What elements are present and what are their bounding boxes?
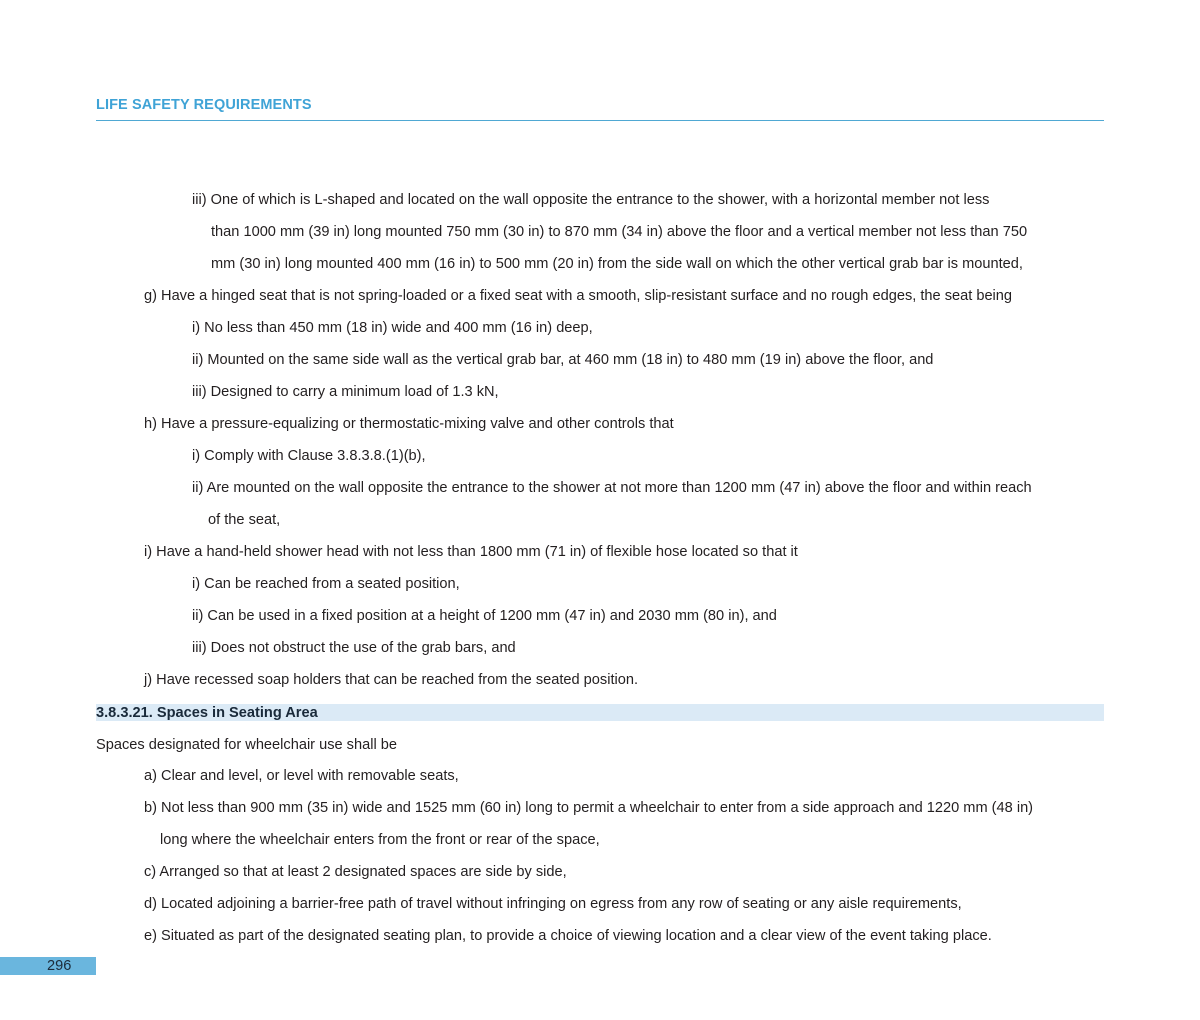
list-item: iii) Does not obstruct the use of the grab bars, and — [192, 640, 516, 656]
list-item-continuation: of the seat, — [208, 512, 281, 528]
section-heading: 3.8.3.21. Spaces in Seating Area — [96, 705, 318, 721]
list-item-continuation: than 1000 mm (39 in) long mounted 750 mm (30 in) to 870 mm (34 in) above the floor and a vertical member not less than 750 — [211, 224, 1028, 240]
list-item: c) Arranged so that at least 2 designated spaces are side by side, — [144, 864, 567, 880]
list-item: ii) Can be used in a fixed position at a height of 1200 mm (47 in) and 2030 mm (80 in), and — [192, 608, 777, 624]
list-item: i) Have a hand-held shower head with not less than 1800 mm (71 in) of flexible hose located so that it — [144, 544, 798, 560]
list-item: a) Clear and level, or level with removable seats, — [144, 768, 459, 784]
list-item: iii) One of which is L-shaped and located on the wall opposite the entrance to the shower, with a horizontal member not less — [192, 192, 990, 208]
page-number-tab — [0, 957, 96, 975]
list-item: j) Have recessed soap holders that can be reached from the seated position. — [144, 672, 639, 688]
list-item: i) No less than 450 mm (18 in) wide and 400 mm (16 in) deep, — [192, 320, 593, 336]
running-header — [96, 96, 1104, 121]
list-item: d) Located adjoining a barrier-free path of travel without infringing on egress from any row of seating or any aisle requirements, — [144, 896, 962, 912]
list-item: g) Have a hinged seat that is not spring-loaded or a fixed seat with a smooth, slip-resistant surface and no rough edges, the seat being — [144, 288, 1013, 304]
header-title: LIFE SAFETY REQUIREMENTS — [96, 97, 312, 113]
list-item: ii) Are mounted on the wall opposite the entrance to the shower at not more than 1200 mm (47 in) above the floor and within reach — [192, 480, 1032, 496]
page-number: 296 — [47, 958, 72, 974]
list-item-continuation: long where the wheelchair enters from the front or rear of the space, — [160, 832, 600, 848]
list-item: e) Situated as part of the designated seating plan, to provide a choice of viewing location and a clear view of the event taking place. — [144, 928, 992, 944]
list-item: h) Have a pressure-equalizing or thermostatic-mixing valve and other controls that — [144, 416, 674, 432]
list-item: i) Can be reached from a seated position, — [192, 576, 460, 592]
list-item: i) Comply with Clause 3.8.3.8.(1)(b), — [192, 448, 426, 464]
list-item: iii) Designed to carry a minimum load of 1.3 kN, — [192, 384, 499, 400]
list-item: ii) Mounted on the same side wall as the vertical grab bar, at 460 mm (18 in) to 480 mm (19 in) above the floor, and — [192, 352, 934, 368]
list-item: b) Not less than 900 mm (35 in) wide and 1525 mm (60 in) long to permit a wheelchair to enter from a side approach and 1220 mm (48 in) — [144, 800, 1034, 816]
list-item-continuation: mm (30 in) long mounted 400 mm (16 in) to 500 mm (20 in) from the side wall on which the other vertical grab bar is mounted, — [211, 256, 1023, 272]
section-intro: Spaces designated for wheelchair use shall be — [96, 737, 397, 753]
